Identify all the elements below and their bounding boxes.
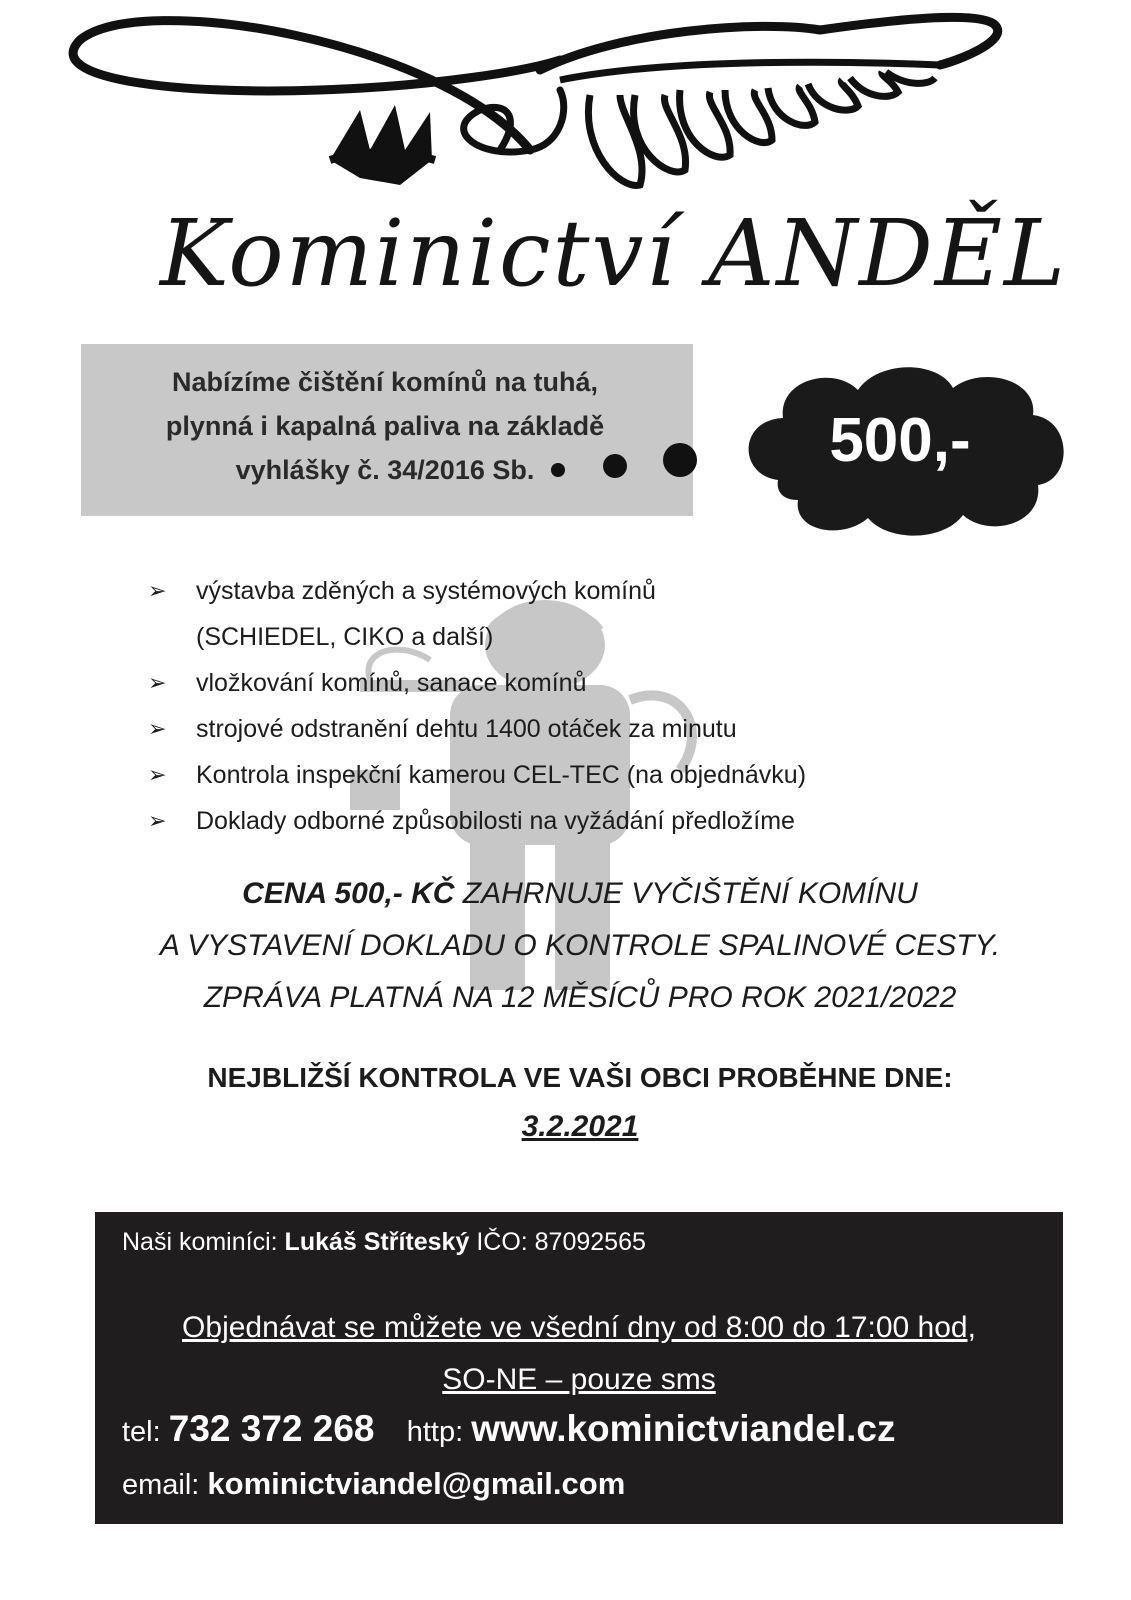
arrow-bullet-icon: ➢ — [148, 808, 167, 833]
arrow-bullet-icon: ➢ — [148, 716, 167, 741]
list-item — [148, 568, 1048, 660]
ico: IČO: 87092565 — [469, 1228, 646, 1256]
price-info-line-2: A VYSTAVENÍ DOKLADU O KONTROLE SPALINOVÉ CESTY. — [159, 929, 1001, 962]
offer-line-3: vyhlášky č. 34/2016 Sb. — [235, 455, 535, 485]
arrow-bullet-icon: ➢ — [148, 762, 167, 787]
phone-number[interactable]: 732 372 268 — [168, 1408, 375, 1449]
sweepers-line — [122, 1228, 646, 1257]
offer-line-2: plynná i kapalná paliva na základě — [165, 411, 605, 441]
email-line — [122, 1466, 625, 1502]
list-item — [148, 660, 1048, 706]
price-info-line-3: ZPRÁVA PLATNÁ NA 12 MĚSÍCŮ PRO ROK 2021/2022 — [203, 981, 957, 1014]
price-info-line-1 — [80, 868, 1080, 920]
next-check-date: 3.2.2021 — [521, 1110, 639, 1143]
order-hours — [95, 1302, 1063, 1406]
email-label: email: — [122, 1469, 208, 1501]
email-link[interactable]: kominictviandel@gmail.com — [207, 1466, 626, 1501]
sweepers-label: Naši kominíci: — [122, 1228, 285, 1256]
offer-line-1: Nabízíme čištění komínů na tuhá, — [171, 367, 599, 397]
next-check-label: NEJBLIŽŠÍ KONTROLA VE VAŠI OBCI PROBĚHNE DNE: — [207, 1062, 953, 1093]
sweeper-name: Lukáš Stříteský — [284, 1228, 470, 1256]
services-list — [148, 568, 1048, 844]
thought-dots-icon — [548, 440, 718, 500]
service-text: výstavba zděných a systémových komínů — [196, 577, 656, 605]
arrow-bullet-icon: ➢ — [148, 670, 167, 695]
price-info — [80, 868, 1080, 1024]
arrow-bullet-icon: ➢ — [148, 578, 167, 603]
price-badge: 500,- — [829, 406, 971, 475]
service-text: Doklady odborné způsobilosti na vyžádání předložíme — [196, 807, 795, 835]
service-text: strojové odstranění dehtu 1400 otáček za minutu — [196, 715, 737, 743]
list-item — [148, 798, 1048, 844]
http-label: http: — [374, 1416, 472, 1448]
list-item — [148, 752, 1048, 798]
order-line-1: Objednávat se můžete ve všední dny od 8:00 do 17:00 hod, — [182, 1311, 976, 1344]
phone-web-line — [122, 1408, 895, 1450]
service-continuation: (SCHIEDEL, CIKO a další) — [196, 623, 494, 651]
tel-label: tel: — [122, 1416, 169, 1448]
website-link[interactable]: www.kominictviandel.cz — [471, 1408, 896, 1449]
service-text: Kontrola inspekční kamerou CEL-TEC (na objednávku) — [196, 761, 807, 789]
price-info-rest: ZAHRNUJE VYČIŠTĚNÍ KOMÍNU — [454, 877, 918, 910]
logo-text: Kominictví ANDĚL — [160, 200, 1068, 307]
price-info-strong: CENA 500,- KČ — [242, 877, 455, 910]
order-line-2: SO-NE – pouze sms — [442, 1363, 716, 1396]
list-item — [148, 706, 1048, 752]
service-text: vložkování komínů, sanace komínů — [196, 669, 587, 697]
